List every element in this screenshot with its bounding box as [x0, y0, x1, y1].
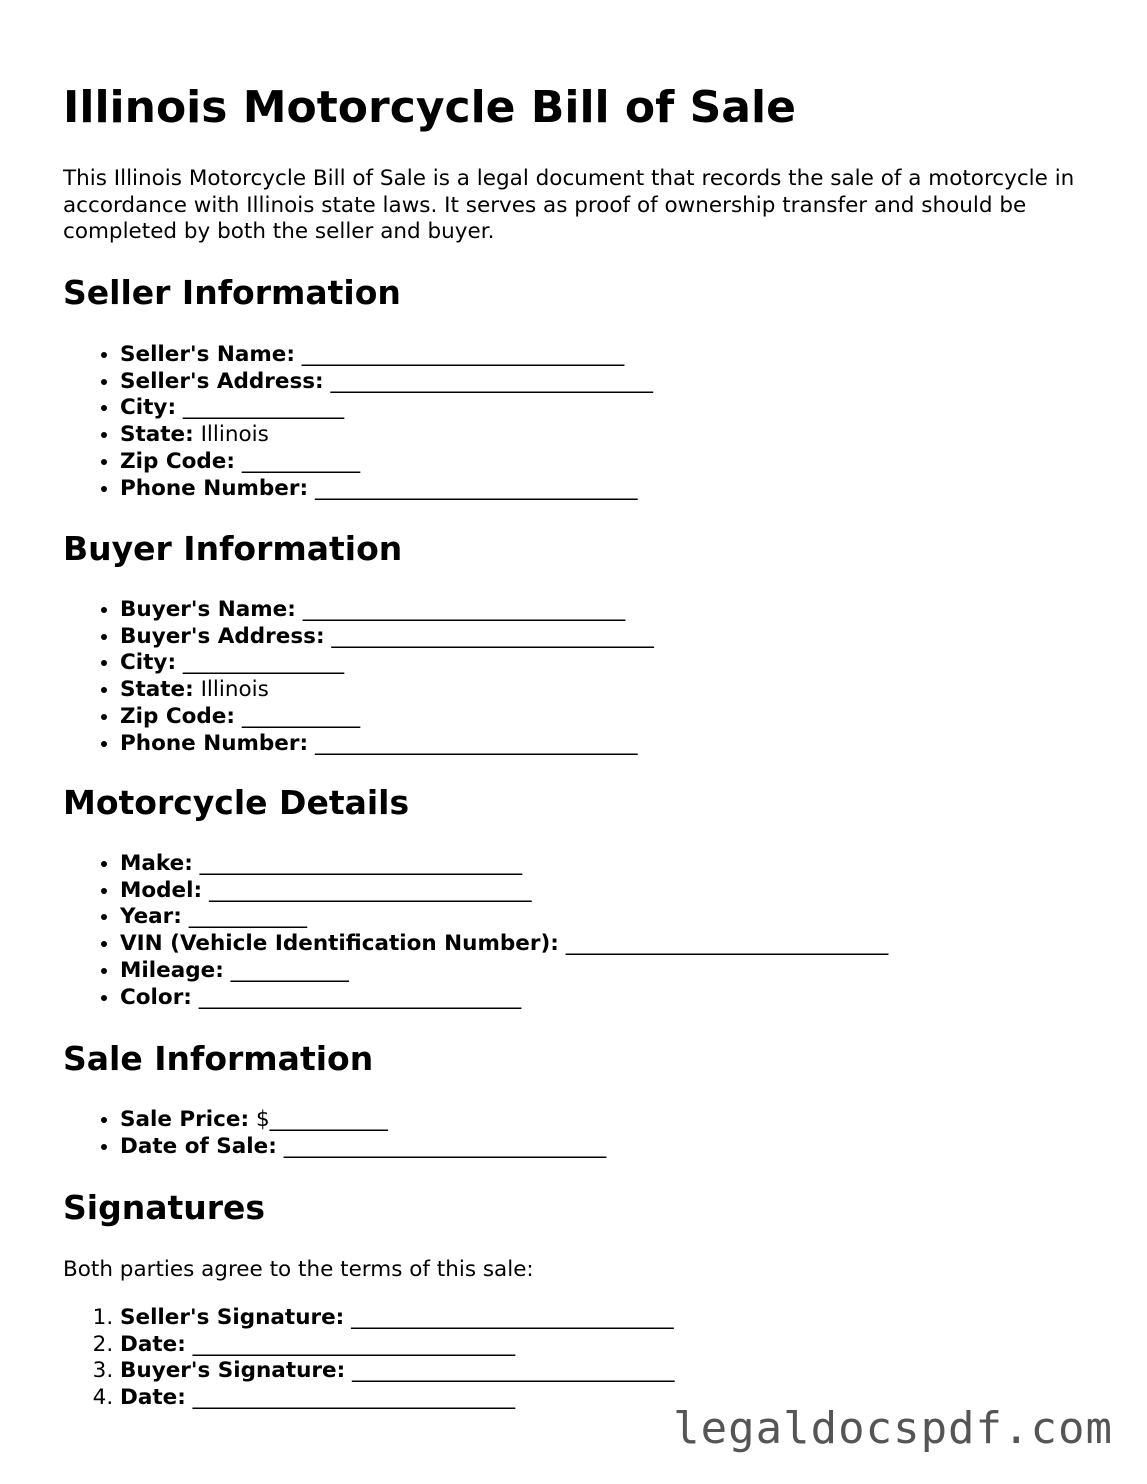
field-label: State: [120, 422, 194, 448]
field-value: ______________________________ [283, 1133, 607, 1159]
list-item [120, 985, 888, 1012]
field-value: ______________________________ [208, 877, 532, 903]
list-item [120, 1358, 675, 1385]
field-value: Illinois [200, 422, 269, 448]
field-label: Zip Code: [120, 448, 235, 474]
field-value: ______________________________ [351, 1305, 674, 1330]
field-label: Buyer's Signature: [120, 1358, 346, 1384]
field-label: Seller's Name: [120, 342, 295, 367]
field-label: Mileage: [120, 957, 224, 983]
field-label: Buyer's Address: [120, 623, 325, 649]
field-value: ______________________________ [314, 730, 638, 756]
list-item [120, 931, 888, 958]
field-value: ______________________________ [331, 623, 654, 649]
list-item [120, 1107, 606, 1134]
field-label: Phone Number: [120, 475, 309, 501]
field-value: ______________________________ [301, 342, 625, 367]
watermark: legaldocspdf.com [673, 1403, 1113, 1454]
field-label: State: [120, 677, 194, 703]
field-label: Date of Sale: [120, 1133, 277, 1159]
field-label: VIN (Vehicle Identification Number): [120, 931, 559, 957]
field-label: Date: [120, 1331, 186, 1357]
field-value: _______________ [182, 395, 345, 421]
field-label: Zip Code: [120, 703, 235, 729]
motorcycle-section-heading: Motorcycle Details [63, 783, 410, 822]
list-item [120, 904, 888, 931]
field-label: Color: [120, 984, 192, 1010]
field-value: Illinois [200, 677, 269, 703]
field-label: Buyer's Name: [120, 597, 296, 622]
seller-fields-list [63, 342, 653, 502]
field-value: ___________ [241, 703, 361, 729]
signatures-section-heading: Signatures [63, 1188, 266, 1227]
list-item [120, 650, 654, 677]
list-item [120, 1134, 606, 1161]
field-label: Year: [120, 904, 182, 930]
sale-fields-list [63, 1107, 606, 1160]
list-item [120, 958, 888, 985]
field-value: ______________________________ [565, 931, 889, 957]
field-value: ______________________________ [198, 984, 522, 1010]
list-item [120, 878, 888, 905]
signatures-intro: Both parties agree to the terms of this sale: [63, 1257, 534, 1282]
list-item [120, 342, 653, 369]
list-item [120, 1305, 675, 1332]
seller-section-heading: Seller Information [63, 273, 401, 312]
field-label: Sale Price: [120, 1107, 250, 1132]
field-value: ______________________________ [199, 851, 523, 876]
list-item [120, 851, 888, 878]
field-value: ______________________________ [192, 1385, 516, 1411]
field-value: ______________________________ [192, 1331, 516, 1357]
field-label: Make: [120, 851, 193, 876]
field-value: ___________ [230, 957, 349, 983]
field-value: ___________ [188, 904, 307, 930]
field-value: ___________ [241, 448, 361, 474]
field-label: Model: [120, 877, 203, 903]
list-item [120, 731, 654, 758]
field-label: Seller's Address: [120, 368, 324, 394]
field-label: Phone Number: [120, 730, 309, 756]
field-value: $___________ [255, 1107, 388, 1132]
list-item [120, 422, 653, 449]
field-label: Seller's Signature: [120, 1305, 345, 1330]
motorcycle-fields-list [63, 851, 888, 1011]
field-label: Date: [120, 1385, 186, 1411]
intro-paragraph: This Illinois Motorcycle Bill of Sale is a legal document that records the sale of a motorcycle in accordance with Illinois state laws. It serves as proof of ownership transfer and should be completed by both the seller and buyer. [63, 166, 1075, 244]
sale-section-heading: Sale Information [63, 1039, 374, 1078]
list-item [120, 1385, 675, 1412]
field-label: City: [120, 650, 177, 676]
list-item [120, 449, 653, 476]
field-value: ______________________________ [330, 368, 653, 394]
field-value: ______________________________ [302, 597, 626, 622]
page-title: Illinois Motorcycle Bill of Sale [63, 82, 796, 133]
list-item [120, 395, 653, 422]
buyer-fields-list [63, 597, 654, 757]
list-item [120, 624, 654, 651]
list-item [120, 1332, 675, 1359]
field-value: _______________ [182, 650, 345, 676]
signatures-list [63, 1305, 675, 1412]
list-item [120, 704, 654, 731]
list-item [120, 677, 654, 704]
list-item [120, 369, 653, 396]
buyer-section-heading: Buyer Information [63, 529, 403, 568]
field-label: City: [120, 395, 177, 421]
list-item [120, 597, 654, 624]
field-value: ______________________________ [314, 475, 638, 501]
list-item [120, 476, 653, 503]
field-value: ______________________________ [352, 1358, 675, 1384]
